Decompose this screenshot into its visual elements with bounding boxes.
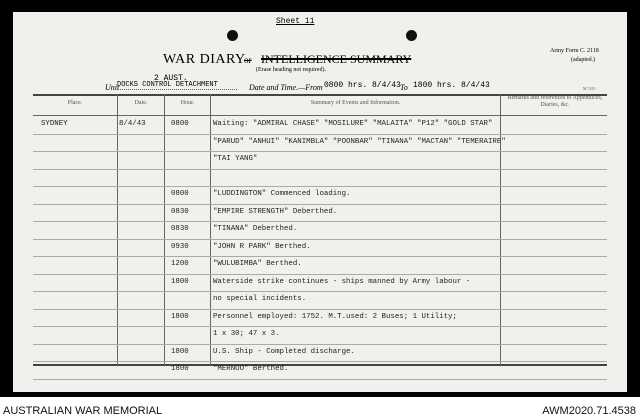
row-rule xyxy=(33,239,607,240)
row-rule xyxy=(33,361,607,362)
to-label: To xyxy=(400,83,408,92)
entry-summary: "EMPIRE STRENGTH" Deberthed. xyxy=(213,207,338,216)
col-header-remarks: Remarks and references to Appendices, Diaries, &c. xyxy=(507,95,603,108)
col-divider-hour xyxy=(210,94,211,365)
entry-hour: 1800 xyxy=(171,312,189,321)
col-divider-place xyxy=(117,94,118,365)
entry-summary: U.S. Ship - Completed discharge. xyxy=(213,347,355,356)
unit-label: Unit xyxy=(105,83,120,92)
row-rule xyxy=(33,274,607,275)
footer-accession: AWM2020.71.4538 xyxy=(542,405,636,417)
entry-hour: 0800 xyxy=(171,190,189,198)
to-value: 1800 hrs. 8/4/43 xyxy=(413,81,490,90)
entry-summary: "MERNOO" Berthed. xyxy=(213,365,289,373)
entry-summary: Waiting: "ADMIRAL CHASE" "MOSILURE" "MALAITA" "P12" "GOLD STAR" xyxy=(213,120,493,128)
row-rule xyxy=(33,186,607,187)
sheet-number: Sheet 11 xyxy=(276,17,315,26)
entry-summary: "TINANA" Deberthed. xyxy=(213,225,298,233)
footer-institution: AUSTRALIAN WAR MEMORIAL xyxy=(3,405,163,417)
entry-hour: 1800 xyxy=(171,277,189,286)
col-header-hour: Hour. xyxy=(180,100,195,106)
col-header-summary: Summary of Events and Information. xyxy=(310,100,401,106)
entry-summary: "WULUBIMBA" Berthed. xyxy=(213,260,302,268)
from-value: 0800 hrs. 8/4/43 xyxy=(324,81,401,90)
row-rule xyxy=(33,326,607,327)
entry-summary: "JOHN R PARK" Berthed. xyxy=(213,242,311,251)
col-divider-summary xyxy=(500,94,501,365)
entry-summary: Waterside strike continues - ships manned by Army labour - xyxy=(213,277,471,286)
col-header-place: Place. xyxy=(67,100,83,106)
title-intelligence-summary: INTELLIGENCE SUMMARY xyxy=(261,52,412,66)
entry-hour: 0830 xyxy=(171,225,189,233)
row-rule xyxy=(33,379,607,380)
entry-summary: 1 x 30; 47 x 3. xyxy=(213,330,280,338)
row-rule xyxy=(33,256,607,257)
unit-number: 2 AUST. xyxy=(154,74,188,83)
entry-summary: "PARUD" "ANHUI" "KANIMBLA" "POONBAR" "TINANA" "MACTAN" "TEMERAIRE" xyxy=(213,137,506,146)
row-rule xyxy=(33,221,607,222)
entry-hour: 0930 xyxy=(171,242,189,251)
entry-hour: 1800 xyxy=(171,365,189,373)
datetime-label: Date and Time.—From xyxy=(249,83,323,92)
entry-place: SYDNEY xyxy=(41,120,68,128)
entry-summary: "TAI YANG" xyxy=(213,155,258,163)
row-rule xyxy=(33,134,607,135)
army-form-adapted: (adapted.) xyxy=(571,57,596,63)
entry-hour: 1200 xyxy=(171,260,189,268)
col-header-date: Date. xyxy=(134,100,148,106)
unit-value: DOCKS CONTROL DETACHMENT xyxy=(117,81,237,90)
table-bottom-rule xyxy=(33,364,607,366)
punch-hole-left xyxy=(227,30,238,41)
entry-date: 8/4/43 xyxy=(119,120,146,128)
header-bottom-rule xyxy=(33,115,607,116)
entry-summary: Personnel employed: 1752. M.T.used: 2 Buses; 1 Utility; xyxy=(213,312,457,321)
entry-hour: 1800 xyxy=(171,347,189,356)
col-divider-date xyxy=(164,94,165,365)
punch-hole-right xyxy=(406,30,417,41)
entry-hour: 0800 xyxy=(171,120,189,128)
army-form: Army Form C. 2118 xyxy=(550,48,599,54)
entry-hour: 0830 xyxy=(171,207,189,216)
title-or: or xyxy=(244,55,252,65)
erase-note: (Erase heading not required). xyxy=(256,67,326,73)
title-war-diary: WAR DIARY xyxy=(163,52,246,67)
row-rule xyxy=(33,309,607,310)
row-rule xyxy=(33,204,607,205)
diary-sheet xyxy=(13,12,627,392)
form-code: M 7415 xyxy=(583,86,596,91)
row-rule xyxy=(33,291,607,292)
row-rule xyxy=(33,344,607,345)
entry-summary: no special incidents. xyxy=(213,295,307,303)
row-rule xyxy=(33,151,607,152)
row-rule xyxy=(33,169,607,170)
entry-summary: "LUDDINGTON" Commenced loading. xyxy=(213,190,351,198)
